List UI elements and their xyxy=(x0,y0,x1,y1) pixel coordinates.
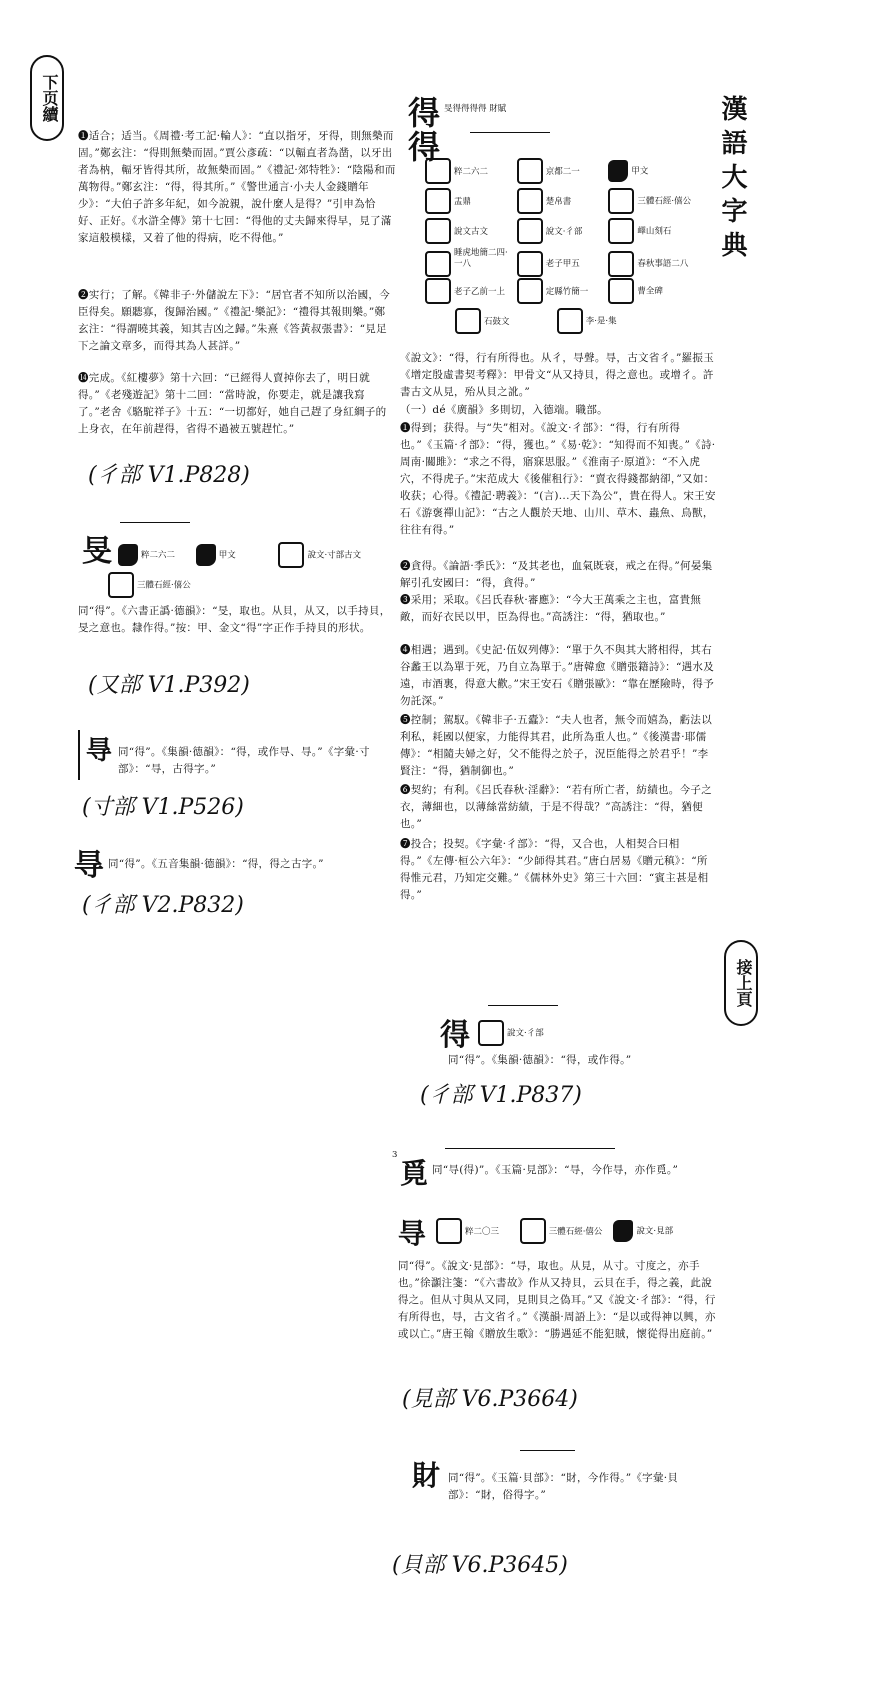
right-para-2: （一）dé《廣韻》多則切，入德端。職部。 xyxy=(400,404,608,416)
divider xyxy=(520,1450,575,1451)
form-label: 石鼓文 xyxy=(484,316,510,327)
form-label: 定縣竹簡一 xyxy=(545,286,589,297)
seal-glyph-icon xyxy=(108,572,134,598)
seal-glyph-icon xyxy=(517,158,543,184)
form-label: 說文·寸部古文 xyxy=(307,550,362,561)
divider xyxy=(120,522,190,523)
entry-char-3: 㝵 xyxy=(86,736,113,766)
form-label: 三體石經·僖公 xyxy=(548,1226,603,1237)
form-label: 盂鼎 xyxy=(454,196,472,207)
handwritten-ref-5: (彳部 V1.P837) xyxy=(420,1083,582,1108)
right-para-3: ❶得到；获得。与“失”相对。《說文·彳部》：“得，行有所得也。”《玉篇·彳部》：“得，獲也。”《易·乾》：“知得而不知喪。”《詩·周南·關雎》：“求之不得，寤寐思服。”《淮南子·原道》：“不入虎穴，不得虎子。”宋范成大《後催租行》：“賣衣得錢都納卻，”又如：收获；心得。《禮記·聘義》：“(言)...天下為公”，貴在得人。宋王安石《游褒禪山記》：“古之人觀於天地、山川、草木、蟲魚、鳥獸，往往有得。” xyxy=(400,422,716,536)
seal-glyph-icon xyxy=(557,308,583,334)
forms-row xyxy=(425,188,715,218)
seal-glyph-icon xyxy=(608,218,634,244)
form-label: 曹全碑 xyxy=(637,286,663,297)
seal-glyph-icon xyxy=(608,160,628,182)
seal-glyph-icon xyxy=(436,1218,462,1244)
entry-char-5: 得 xyxy=(440,1018,470,1053)
dictionary-title: 漢語大字典 xyxy=(717,95,747,265)
continued-tab: 接上頁 xyxy=(724,940,758,1026)
seal-glyph-icon xyxy=(118,544,138,566)
seal-glyph-icon xyxy=(478,1020,504,1046)
seal-glyph-icon xyxy=(517,251,543,277)
entry-char-6: 覓 xyxy=(400,1157,429,1190)
seal-glyph-icon xyxy=(520,1218,546,1244)
right-para-5: ❸采用；采取。《呂氏春秋·審應》：“今大王萬乘之主也，富貴無敵，而好衣民以甲，臣為得也。”高誘注：“得，猶取也。” xyxy=(400,594,702,623)
forms-row xyxy=(425,308,715,334)
seal-glyph-icon xyxy=(608,188,634,214)
entry-char-8: 財 xyxy=(412,1459,441,1492)
seal-glyph-icon xyxy=(425,218,451,244)
head-char-main: 得 xyxy=(408,94,441,132)
handwritten-ref-3: (寸部 V1.P526) xyxy=(82,795,244,820)
seal-glyph-icon xyxy=(425,251,451,277)
seal-glyph-icon xyxy=(278,542,304,568)
right-para-11: 同“㝵(得)”。《玉篇·見部》：“㝵，今作㝵，亦作覓。” xyxy=(432,1164,679,1176)
entry-char-2: 旻 xyxy=(82,534,112,569)
left-para-3: ⓮完成。《紅樓夢》第十六回：“已經得人賣掉你去了，明日就得。”《老殘遊記》第十二回：“當時說，你要走，就是讓我寫了。”老舍《駱駝祥子》十五：“一切都好，她自己趕了身紅綢子的上身衣，在年前趕得，省得不過被五號趕忙。” xyxy=(78,372,387,435)
head-char xyxy=(408,96,440,164)
seal-glyph-icon xyxy=(613,1220,633,1242)
left-para-4: 同“得”。《六書正譌·德韻》：“旻，取也。从貝，从又，以手持貝，旻之意也。隸作得。”按：甲、金文“得”字正作手持貝的形状。 xyxy=(78,605,391,634)
form-label: 粹二六二 xyxy=(454,166,489,177)
char2-forms-2 xyxy=(108,572,248,598)
seal-glyph-icon xyxy=(517,218,543,244)
char5-form xyxy=(478,1020,544,1046)
form-label: 楚帛書 xyxy=(545,196,572,207)
seal-glyph-icon xyxy=(455,308,481,334)
divider xyxy=(470,132,550,133)
entry-char-7: 㝵 xyxy=(398,1217,427,1250)
forms-row xyxy=(425,218,715,248)
seal-glyph-icon xyxy=(608,251,634,277)
margin-bar xyxy=(78,730,80,780)
handwritten-ref-7: (貝部 V6.P3645) xyxy=(392,1553,568,1578)
left-para-5: 同“得”。《集韻·德韻》：“得，或作㝵、㝵。”《字彙·寸部》：“㝵，古得字。” xyxy=(118,746,370,775)
head-char-variant: 得 xyxy=(408,128,441,166)
entry-number: 3 xyxy=(392,1150,398,1160)
seal-glyph-icon xyxy=(196,544,216,566)
right-para-10: 同“得”。《集韻·德韻》：“得，或作得。” xyxy=(448,1054,632,1066)
right-para-12: 同“得”。《說文·見部》：“㝵，取也。从見，从寸。寸度之，亦手也。”徐灝注箋：“《六書故》作从又持貝，云貝在手，得之義，此說得之。但从寸與从又同，見則貝之偽耳。”又《說文·彳部》：“得，行有所得也，㝵，古文省彳。”《漢韻·周語上》：“是以或得神以興，亦或以亡。”唐王翰《贈放生歌》：“勝遇延不能犯賊，懷從得出庭前。” xyxy=(398,1260,716,1340)
seal-glyph-icon xyxy=(608,278,634,304)
form-label: 粹二六二 xyxy=(141,550,176,561)
seal-glyph-icon xyxy=(425,278,451,304)
right-para-13: 同“得”。《玉篇·貝部》：“財，今作得。”《字彙·貝部》：“財，俗得字。” xyxy=(448,1472,679,1501)
form-label: 甲文 xyxy=(218,550,236,561)
seal-glyph-icon xyxy=(425,158,451,184)
entry-char-4: 㝵 xyxy=(74,848,104,883)
forms-row xyxy=(425,278,715,308)
handwritten-ref-6: (見部 V6.P3664) xyxy=(402,1387,578,1412)
right-para-9: ❼投合；投契。《字彙·彳部》：“得，又合也，人相契合曰相得。”《左傳·桓公六年》：“少師得其君。”唐白居易《贈元稹》：“所得惟元君，乃知定交難。”《儒林外史》第三十六回：“賓主甚是相得。” xyxy=(400,838,709,901)
form-label: 說文·見部 xyxy=(636,1226,674,1237)
handwritten-ref-2: (又部 V1.P392) xyxy=(88,673,250,698)
right-para-8: ❻契約；有利。《呂氏春秋·淫辭》：“若有所亡者，紡績也。今子之衣，薄細也，以薄絲當紡績，于是不得哉？”高誘注：“得，猶便也。” xyxy=(400,784,713,830)
left-para-1: ❶适合；适当。《周禮·考工記·輪人》：“直以指牙，牙得，則無槷而固。”鄭玄注：“得則無槷而固。”賈公彥疏：“以輻直者為凿，以牙出者為枘，輻牙皆得其所，故無槷而固。”《禮記·郊特牲》：“陰陽和而萬物得。”鄭玄注：“得，得其所。”《警世通言·小夫人金錢贈年少》：“大伯子許多年紀，如今說親，說什麼人是得？”引申為恰好、正好。《水滸全傳》第十七回：“得他的丈夫歸來得早，見了滿家這般模樣，又着了他的得病，吃不得他。” xyxy=(78,130,396,244)
right-para-4: ❷貪得。《論語·季氏》：“及其老也，血氣既衰，戒之在得。”何晏集解引孔安國曰：“得，貪得。” xyxy=(400,560,713,589)
form-label: 老子甲五 xyxy=(545,259,580,269)
handwritten-ref-4: (彳部 V2.P832) xyxy=(82,893,244,918)
char2-forms xyxy=(118,542,398,568)
form-label: 說文·彳部 xyxy=(507,1028,544,1039)
left-para-2: ❷实行；了解。《韓非子·外儲說左下》：“居官者不知所以治國，今臣得矣。願聽寡，復歸治國。”《禮記·樂記》：“禮得其報則樂。”鄭玄注：“得謂曉其義，知其吉凶之歸。”朱熹《答黃叔張書》：“見足下之論文章多，而得其為人甚詳。” xyxy=(78,289,391,352)
forms-row xyxy=(425,248,715,278)
right-para-7: ❺控制；駕馭。《韓非子·五蠹》：“夫人也者，無令而嬉為，虧法以利私，耗國以便家，力能得其君，此所為重人也。”《後漢書·耶儒傳》：“相隨夫婦之好，父不能得之於子，況臣能得之於君乎！”李賢注：“得，猶制御也。” xyxy=(400,714,713,777)
form-label: 嶧山刻石 xyxy=(637,226,672,237)
form-label: 春秋事語二八 xyxy=(637,259,689,269)
form-label: 三體石經·僖公 xyxy=(137,580,191,591)
forms-row xyxy=(425,158,715,188)
form-label: 老子乙前一上 xyxy=(454,286,506,297)
head-pron: 旻得得得得 財賦 xyxy=(444,104,507,114)
seal-glyph-icon xyxy=(517,188,543,214)
form-label: 三體石經·僖公 xyxy=(637,196,692,207)
form-label: 李·是·集 xyxy=(585,316,617,327)
form-label: 說文古文 xyxy=(454,226,489,237)
form-label: 說文·彳部 xyxy=(545,226,583,237)
right-para-1: 《說文》：“得，行有所得也。从彳，㝵聲。㝵，古文省彳。”羅振玉《增定殷虛書契考釋》：甲骨文“从又持貝，得之意也。或增彳。許書古文从見，殆从貝之訛。” xyxy=(400,352,715,398)
char7-forms xyxy=(436,1218,726,1244)
handwritten-ref-1: (彳部 V1.P828) xyxy=(88,463,250,488)
form-label: 睡虎地簡二四·一八 xyxy=(454,248,508,269)
seal-glyph-icon xyxy=(517,278,543,304)
divider xyxy=(488,1005,558,1006)
seal-glyph-icon xyxy=(425,188,451,214)
forms-table xyxy=(425,158,715,334)
form-label: 京都二一 xyxy=(545,166,580,177)
left-para-6: 同“得”。《五音集韻·德韻》：“得，得之古字。” xyxy=(108,858,324,870)
next-page-tab: 下页續 xyxy=(30,55,64,141)
right-para-6: ❹相遇；遇到。《史記·伍奴列傳》：“單于久不與其大將相得，其右谷蠡王以為單于死，乃自立為單于。”唐韓愈《贈張籍詩》：“遇水及遠，市酒裏，得意大歡。”宋王安石《贈張歐》：“靠在歷險時，得予勿託深。” xyxy=(400,644,715,707)
form-label: 甲文 xyxy=(631,166,649,177)
form-label: 粹二〇三 xyxy=(465,1226,500,1237)
divider xyxy=(445,1148,615,1149)
